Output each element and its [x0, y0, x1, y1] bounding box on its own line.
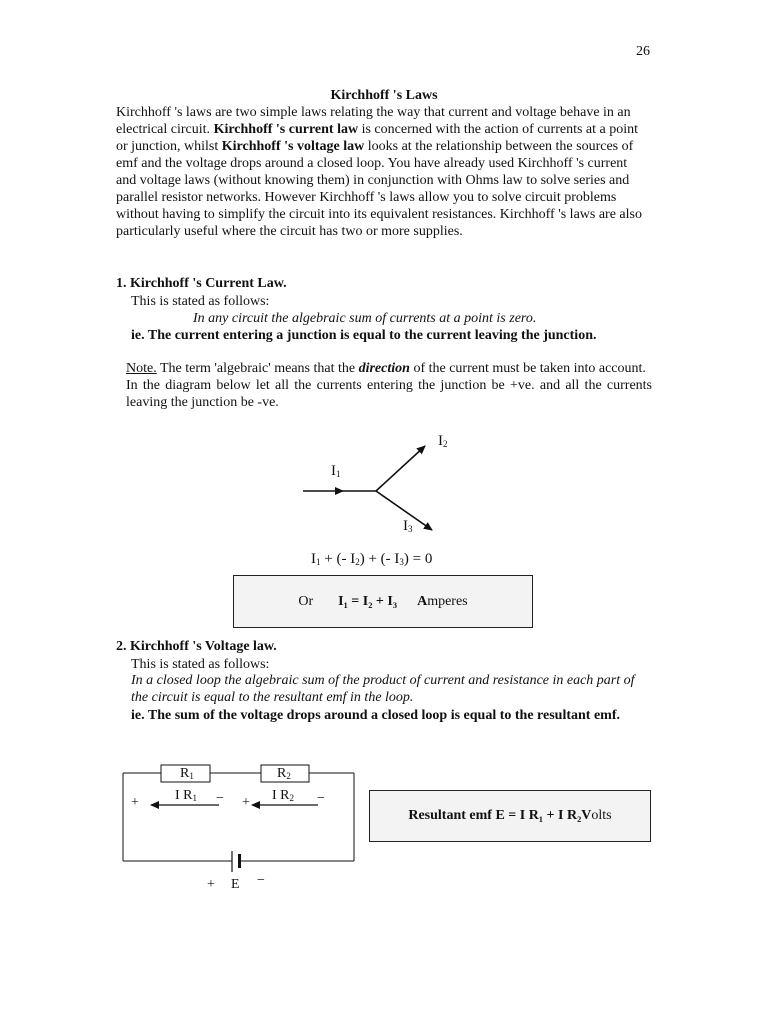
intro-text-3: looks at the relationship between the sources of emf and the voltage drops around a closed loop. You have already used Kirchhoff 's current and voltage laws (without knowing them) in conjunction with Ohms law to solve series and parallel resistor networks. However Kirchhoff 's laws allow you to solve circuit problems without having to simplify the circuit into its equivalent resistances. Kirchhoff 's laws are also particularly useful where the circuit has two or more supplies.	[116, 139, 642, 239]
ir1-label: I $R_1$	[175, 788, 197, 803]
intro-text-1: Kirchhoff 's laws are two simple laws relating the way that current and voltage behave in an electrical circuit.	[116, 105, 631, 137]
e-minus: −	[257, 873, 265, 888]
i1-label: $I_1$	[331, 463, 341, 479]
ir2-label: I $R_2$	[272, 788, 294, 803]
page-title: Kirchhoff 's Laws	[330, 88, 438, 103]
e-plus: +	[207, 877, 215, 892]
r2-label: $R_2$	[277, 766, 291, 781]
note-text-2: of the current must be taken into account.	[409, 361, 646, 376]
i2-label: $I_2$	[438, 433, 448, 449]
kcl-stated: This is stated as follows:	[131, 294, 270, 309]
amperes-unit: Amperes	[417, 593, 468, 609]
emf-formula: Resultant emf E = I R₁ + I R₂	[408, 808, 582, 823]
e-label: E	[231, 877, 240, 892]
ir2-plus: +	[242, 795, 250, 810]
or-label: Or	[298, 593, 314, 609]
ir1-plus: +	[131, 795, 139, 810]
kvl-circuit	[123, 765, 354, 872]
volts-unit: Volts	[581, 808, 612, 823]
note-text-1: The term 'algebraic' means that the	[156, 361, 359, 376]
r1-label: $R_1$	[180, 766, 194, 781]
kcl-statement: In any circuit the algebraic sum of currents at a point is zero.	[193, 311, 537, 326]
note-label: Note.	[126, 361, 157, 376]
ir2-minus: −	[317, 791, 325, 806]
kcl-ie: ie. The current entering a junction is equal to the current leaving the junction.	[131, 328, 597, 343]
ir1-minus: −	[216, 791, 224, 806]
kvl-statement: In a closed loop the algebraic sum of the product of current and resistance in each part of the circuit is equal to the resultant emf in the loop.	[131, 673, 635, 705]
kcl-heading: 1. Kirchhoff 's Current Law.	[116, 276, 287, 291]
battery-short-plate	[238, 854, 241, 868]
kvl-ie: ie. The sum of the voltage drops around a closed loop is equal to the resultant emf.	[131, 708, 620, 723]
page-number: 26	[636, 44, 650, 59]
kvl-heading: 2. Kirchhoff 's Voltage law.	[116, 639, 277, 654]
kcl-formula: I₁ = I₂ + I₃	[338, 593, 398, 609]
kcl-equation: $I_1$ + (- $I_2$) + (- $I_3) = 0$	[311, 551, 433, 567]
note-line-2: In the diagram below let all the currents entering the junction be +ve. and all the currents leaving the junction be -ve.	[126, 378, 652, 410]
intro-text-2: is concerned with the action of currents at a point or junction, whilst	[116, 122, 638, 154]
kvl-stated: This is stated as follows:	[131, 657, 270, 672]
i3-label: $I_3$	[403, 518, 413, 534]
intro-bold-kvl: Kirchhoff 's voltage law	[221, 139, 365, 154]
kcl-formula-box	[233, 575, 533, 628]
note-emphasis: direction	[358, 361, 410, 376]
intro-bold-kcl: Kirchhoff 's current law	[213, 122, 359, 137]
kvl-formula-box	[369, 790, 651, 842]
i2-arrow	[376, 446, 425, 491]
